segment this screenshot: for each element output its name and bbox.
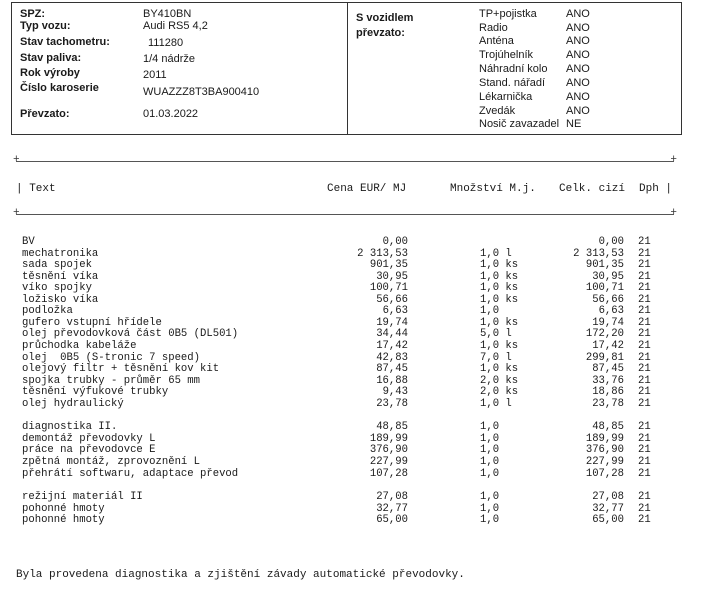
fuel-value: 1/4 nádrže	[143, 53, 195, 65]
table-header-rule	[16, 214, 674, 215]
table-row	[0, 375, 708, 387]
vat-rate: 21	[638, 374, 651, 387]
unit-price: 16,88	[376, 374, 408, 387]
unit-price: 6,63	[382, 305, 408, 318]
unit-price: 9,43	[382, 386, 408, 399]
vin-label: Číslo karoserie	[20, 82, 99, 94]
year-value: 2011	[143, 69, 167, 81]
quantity-unit: 1,0	[480, 491, 500, 503]
unit-price: 56,66	[376, 293, 408, 306]
unit-price: 100,71	[369, 282, 408, 295]
received-item-name: Nosič zavazadel	[479, 118, 560, 130]
quantity-unit: 1,0 ks	[480, 270, 519, 283]
unit-price: 189,99	[369, 432, 408, 445]
vat-rate: 21	[638, 514, 651, 527]
received-item-name: Trojúhelník	[479, 49, 534, 61]
received-item-value: ANO	[566, 8, 590, 20]
year-label: Rok výroby	[20, 67, 80, 79]
received-item-name: TP+pojistka	[479, 8, 537, 20]
table-row	[0, 340, 708, 352]
item-description: přehrátí softwaru, adaptace převod	[22, 467, 239, 480]
unit-price: 30,95	[376, 270, 408, 283]
handover-date: 01.03.2022	[143, 108, 199, 120]
quantity-unit: 1,0 ks	[480, 316, 519, 329]
footer-note: Byla provedena diagnostika a zjištění závady automatické převodovky.	[16, 569, 465, 581]
vin-value: WUAZZZ8T3BA900410	[143, 86, 260, 98]
quantity-unit: 5,0 l	[480, 328, 512, 341]
quantity-unit: 1,0	[480, 467, 500, 480]
quantity-unit: 1,0 ks	[480, 340, 519, 352]
vat-rate: 21	[638, 432, 651, 445]
table-row	[0, 352, 708, 364]
received-item-value: ANO	[566, 105, 590, 117]
vat-rate: 21	[638, 259, 651, 272]
spz-value: BY410BN	[143, 8, 192, 20]
quantity-unit: 2,0 ks	[480, 374, 519, 387]
item-description: gufero vstupní hřídele	[22, 316, 162, 329]
table-row	[0, 317, 708, 329]
item-description: sada spojek	[22, 259, 92, 272]
item-description: olejový filtr + těsnění kov kit	[22, 363, 220, 376]
item-description: diagnostika II.	[22, 421, 118, 434]
unit-price: 17,42	[376, 340, 408, 352]
table-row	[0, 248, 708, 260]
received-item-name: Stand. nářadí	[479, 77, 546, 89]
table-row	[0, 444, 708, 456]
unit-price: 107,28	[369, 467, 408, 480]
line-total: 56,66	[592, 293, 624, 306]
line-total: 30,95	[592, 270, 624, 283]
table-row	[0, 328, 708, 340]
quantity-unit: 2,0 ks	[480, 386, 519, 399]
table-row	[0, 491, 708, 503]
line-total: 18,86	[592, 386, 624, 399]
quantity-unit: 1,0 ks	[480, 282, 519, 295]
vat-rate: 21	[638, 340, 651, 352]
line-total: 107,28	[585, 467, 624, 480]
vat-rate: 21	[638, 328, 651, 341]
unit-price: 87,45	[376, 363, 408, 376]
line-total: 19,74	[592, 316, 624, 329]
table-row	[0, 503, 708, 515]
received-label-line1: S vozidlem	[356, 12, 414, 24]
received-item-name: Radio	[479, 22, 508, 34]
line-total: 901,35	[585, 259, 624, 272]
vat-rate: 21	[638, 316, 651, 329]
table-row	[0, 514, 708, 526]
line-total: 6,63	[598, 305, 624, 318]
line-total: 299,81	[585, 351, 624, 364]
received-item-name: Lékarnička	[479, 91, 533, 103]
item-description: spojka trubky - průměr 65 mm	[22, 374, 201, 387]
line-total: 33,76	[592, 374, 624, 387]
received-item-value: ANO	[566, 91, 590, 103]
item-description: pohonné hmoty	[22, 502, 105, 515]
line-total: 376,90	[585, 444, 624, 457]
item-description: pohonné hmoty	[22, 514, 105, 527]
item-description: ložisko víka	[22, 293, 99, 306]
line-total: 32,77	[592, 502, 624, 515]
item-description: BV	[22, 236, 35, 248]
quantity-unit: 1,0	[480, 502, 500, 515]
line-total: 100,71	[585, 282, 624, 295]
unit-price: 32,77	[376, 502, 408, 515]
quantity-unit: 1,0 l	[480, 397, 512, 410]
item-description: práce na převodovce E	[22, 444, 156, 457]
vat-rate: 21	[638, 467, 651, 480]
handover-label: Převzato:	[20, 108, 70, 120]
table-row	[0, 236, 708, 248]
received-item-name: Anténa	[479, 35, 514, 47]
unit-price: 34,44	[376, 328, 408, 341]
vat-rate: 21	[638, 247, 651, 260]
vat-rate: 21	[638, 270, 651, 283]
received-item-value: ANO	[566, 63, 590, 75]
quantity-unit: 1,0 ks	[480, 363, 519, 376]
column-header-qty: Množství M.j.	[450, 183, 536, 195]
unit-price: 27,08	[376, 491, 408, 503]
line-total: 2 313,53	[573, 247, 624, 260]
column-header-vat: Dph |	[639, 183, 673, 195]
unit-price: 901,35	[369, 259, 408, 272]
vat-rate: 21	[638, 455, 651, 468]
item-description: podložka	[22, 305, 73, 318]
table-row	[0, 456, 708, 468]
line-total: 172,20	[585, 328, 624, 341]
vat-rate: 21	[638, 363, 651, 376]
line-total: 227,99	[585, 455, 624, 468]
table-row	[0, 386, 708, 398]
quantity-unit: 7,0 l	[480, 351, 512, 364]
received-item-value: NE	[566, 118, 582, 130]
line-total: 189,99	[585, 432, 624, 445]
vat-rate: 21	[638, 444, 651, 457]
table-row	[0, 433, 708, 445]
item-description: víko spojky	[22, 282, 92, 295]
quantity-unit: 1,0	[480, 432, 500, 445]
line-total: 17,42	[592, 340, 624, 352]
table-row	[0, 305, 708, 317]
unit-price: 19,74	[376, 316, 408, 329]
table-row	[0, 468, 708, 480]
fuel-label: Stav paliva:	[20, 52, 82, 64]
quantity-unit: 1,0 ks	[480, 293, 519, 306]
vehicle-info-box	[11, 2, 682, 135]
table-row	[0, 421, 708, 433]
vehicle-type-value: Audi RS5 4,2	[143, 20, 208, 32]
item-description: průchodka kabeláže	[22, 340, 137, 352]
received-item-value: ANO	[566, 49, 590, 61]
table-row	[0, 271, 708, 283]
received-label-line2: převzato:	[356, 27, 405, 39]
vat-rate: 21	[638, 236, 651, 248]
table-row	[0, 259, 708, 271]
column-header-text: | Text	[16, 183, 56, 195]
item-description: režijní materiál II	[22, 491, 143, 503]
column-header-total: Celk. cizí	[559, 183, 626, 195]
table-row	[0, 294, 708, 306]
unit-price: 65,00	[376, 514, 408, 527]
table-row	[0, 282, 708, 294]
line-total: 0,00	[598, 236, 624, 248]
unit-price: 376,90	[369, 444, 408, 457]
received-item-name: Náhradní kolo	[479, 63, 548, 75]
vat-rate: 21	[638, 491, 651, 503]
line-total: 65,00	[592, 514, 624, 527]
item-description: olej 0B5 (S-tronic 7 speed)	[22, 351, 201, 364]
line-total: 87,45	[592, 363, 624, 376]
unit-price: 48,85	[376, 421, 408, 434]
item-description: těsnění víka	[22, 270, 99, 283]
item-description: těsnění výfukové trubky	[22, 386, 169, 399]
quantity-unit: 1,0	[480, 421, 500, 434]
received-item-name: Zvedák	[479, 105, 516, 117]
quantity-unit: 1,0	[480, 455, 500, 468]
quantity-unit: 1,0 l	[480, 247, 512, 260]
vat-rate: 21	[638, 397, 651, 410]
item-description: zpětná montáž, zprovoznění L	[22, 455, 201, 468]
item-description: olej hydraulický	[22, 397, 124, 410]
unit-price: 2 313,53	[357, 247, 408, 260]
unit-price: 23,78	[376, 397, 408, 410]
spz-label: SPZ:	[20, 8, 46, 20]
received-item-value: ANO	[566, 22, 590, 34]
received-item-value: ANO	[566, 77, 590, 89]
quantity-unit: 1,0	[480, 444, 500, 457]
vat-rate: 21	[638, 293, 651, 306]
vat-rate: 21	[638, 421, 651, 434]
vehicle-type-label: Typ vozu:	[20, 20, 71, 32]
unit-price: 227,99	[369, 455, 408, 468]
vat-rate: 21	[638, 351, 651, 364]
item-description: olej převodovková část 0B5 (DL501)	[22, 328, 239, 341]
column-header-price: Cena EUR/ MJ	[327, 183, 407, 195]
unit-price: 42,83	[376, 351, 408, 364]
table-row	[0, 363, 708, 375]
unit-price: 0,00	[382, 236, 408, 248]
table-row	[0, 398, 708, 410]
odometer-value: 111280	[148, 37, 184, 49]
received-item-value: ANO	[566, 35, 590, 47]
vat-rate: 21	[638, 305, 651, 318]
quantity-unit: 1,0	[480, 514, 500, 527]
item-description: demontáž převodovky L	[22, 432, 156, 445]
line-total: 27,08	[592, 491, 624, 503]
line-total: 48,85	[592, 421, 624, 434]
quantity-unit: 1,0 ks	[480, 259, 519, 272]
header-divider	[347, 3, 348, 134]
vat-rate: 21	[638, 282, 651, 295]
vat-rate: 21	[638, 386, 651, 399]
table-top-rule	[16, 161, 674, 162]
vat-rate: 21	[638, 502, 651, 515]
quantity-unit: 1,0	[480, 305, 500, 318]
item-description: mechatronika	[22, 247, 99, 260]
odometer-label: Stav tachometru:	[20, 36, 110, 48]
line-total: 23,78	[592, 397, 624, 410]
